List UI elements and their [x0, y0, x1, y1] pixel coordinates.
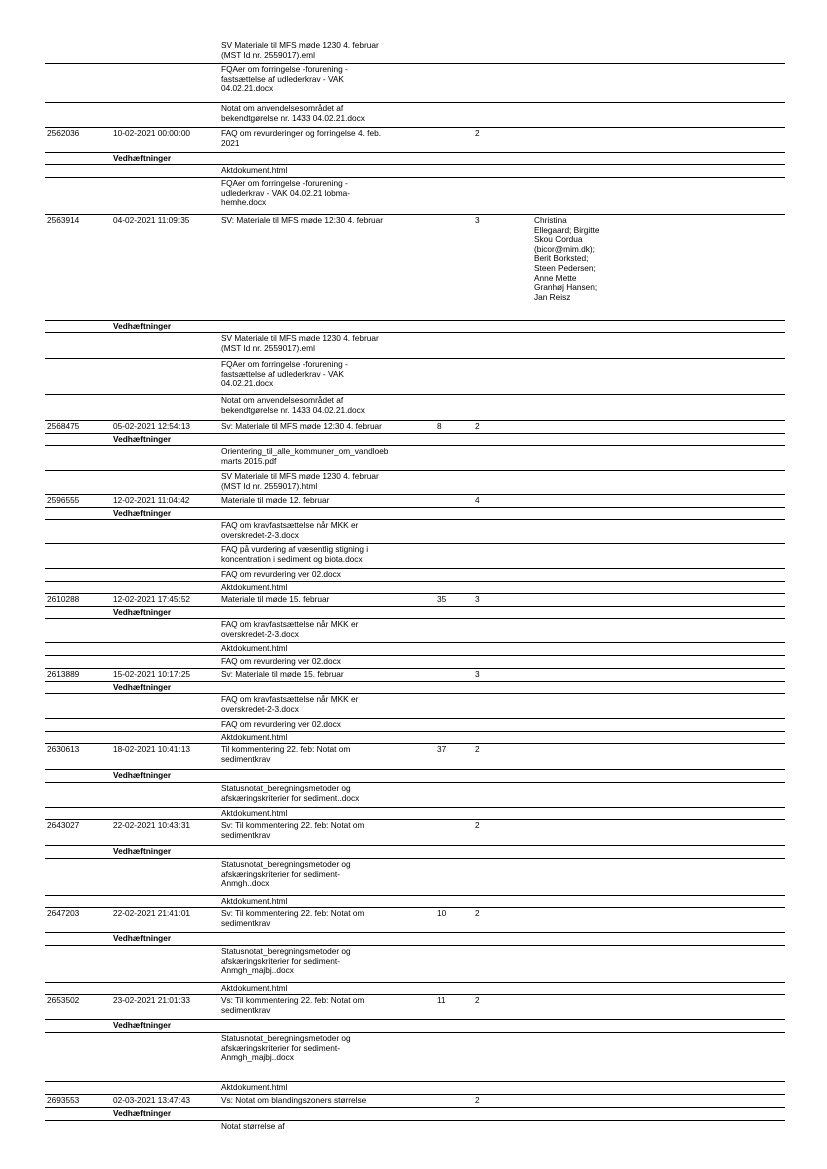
- attachment-row: [45, 40, 785, 64]
- attachment-name: SV Materiale til MFS møde 1230 4. februar (MST Id nr. 2559017).html: [221, 471, 379, 491]
- attachments-header-row: [45, 434, 785, 446]
- doc-title: Vs: Til kommentering 22. feb: Notat om sedimentkrav: [221, 995, 365, 1015]
- doc-count: 2: [475, 128, 480, 138]
- attachment-name: SV Materiale til MFS møde 1230 4. februar (MST Id nr. 2559017).eml: [221, 40, 379, 60]
- doc-title: Materiale til møde 15. februar: [221, 594, 330, 604]
- attachment-name: FQAer om forringelse -forurening - udlederkrav - VAK 04.02.21 lobma- hemhe.docx: [221, 178, 350, 208]
- doc-date: 15-02-2021 10:17:25: [113, 669, 191, 679]
- attachments-header: Vedhæftninger: [113, 321, 172, 331]
- document-row: [45, 215, 785, 321]
- doc-date: 22-02-2021 21:41:01: [113, 908, 191, 918]
- attachment-row: [45, 896, 785, 908]
- attachments-header: Vedhæftninger: [113, 508, 172, 518]
- attachment-row: [45, 569, 785, 582]
- attachment-name: FAQ om kravfastsættelse når MKK er overskredet-2-3.docx: [221, 520, 359, 540]
- doc-date: 12-02-2021 17:45:52: [113, 594, 191, 604]
- doc-title: Sv: Materiale til MFS møde 12:30 4. februar: [221, 421, 382, 431]
- attachments-header: Vedhæftninger: [113, 1108, 172, 1118]
- doc-count: 2: [475, 1095, 480, 1105]
- attachments-header-row: [45, 846, 785, 859]
- doc-id: 2630613: [47, 744, 80, 754]
- attachment-row: [45, 395, 785, 421]
- doc-id: 2563914: [47, 215, 80, 225]
- attachment-row: [45, 643, 785, 656]
- attachment-name: Aktdokument.html: [221, 643, 288, 653]
- doc-pages: 10: [437, 908, 447, 918]
- attachment-name: FQAer om forringelse -forurening - fastsættelse af udlederkrav - VAK 04.02.21.docx: [221, 359, 348, 389]
- attachments-header-row: [45, 508, 785, 520]
- doc-id: 2653502: [47, 995, 80, 1005]
- attachment-name: Notat om anvendelsesområdet af bekendtgørelse nr. 1433 04.02.21.docx: [221, 395, 365, 415]
- attachments-header: Vedhæftninger: [113, 1020, 172, 1030]
- attachments-header: Vedhæftninger: [113, 434, 172, 444]
- attachment-row: [45, 165, 785, 178]
- doc-count: 2: [475, 820, 480, 830]
- doc-title: Sv: Til kommentering 22. feb: Notat om sedimentkrav: [221, 820, 365, 840]
- doc-date: 04-02-2021 11:09:35: [113, 215, 190, 225]
- attachments-header: Vedhæftninger: [113, 607, 172, 617]
- attachment-row: [45, 859, 785, 896]
- attachments-header-row: [45, 1020, 785, 1033]
- doc-title: Sv: Materiale til møde 15. februar: [221, 669, 344, 679]
- attachment-name: FAQ om revurdering ver 02.docx: [221, 719, 341, 729]
- doc-count: 2: [475, 995, 480, 1005]
- doc-date: 18-02-2021 10:41:13: [113, 744, 191, 754]
- attachment-name: Aktdokument.html: [221, 983, 288, 993]
- doc-pages: 8: [437, 421, 442, 431]
- document-row: [45, 669, 785, 682]
- doc-date: 02-03-2021 13:47:43: [113, 1095, 191, 1105]
- doc-title: SV: Materiale til MFS møde 12:30 4. februar: [221, 215, 384, 225]
- attachment-name: Statusnotat_beregningsmetoder og afskæringskriterier for sediment- Anmgh_majbj..docx: [221, 1033, 351, 1063]
- doc-pages: 11: [437, 995, 446, 1005]
- doc-recipients: Christina Ellegaard; Birgitte Skou Cordua (bicor@mim.dk); Berit Borksted; Steen Pedersen; Anne Mette Granhøj Hansen; Jan Reisz: [534, 215, 600, 302]
- attachment-row: [45, 732, 785, 744]
- attachment-row: [45, 471, 785, 495]
- attachment-row: [45, 544, 785, 569]
- attachment-row: [45, 333, 785, 359]
- attachment-row: [45, 656, 785, 669]
- doc-pages: 37: [437, 744, 447, 754]
- attachment-row: [45, 1082, 785, 1095]
- doc-title: FAQ om revurderinger og forringelse 4. feb. 2021: [221, 128, 382, 148]
- attachments-header: Vedhæftninger: [113, 682, 172, 692]
- doc-id: 2610288: [47, 594, 80, 604]
- attachment-name: Aktdokument.html: [221, 1082, 288, 1092]
- attachments-header-row: [45, 770, 785, 783]
- attachment-row: [45, 619, 785, 643]
- doc-title: Vs: Notat om blandingszoners størrelse: [221, 1095, 367, 1105]
- doc-count: 3: [475, 215, 480, 225]
- attachments-header-row: [45, 1108, 785, 1121]
- attachment-name: Statusnotat_beregningsmetoder og afskæringskriterier for sediment- Anmgh..docx: [221, 859, 351, 889]
- attachment-row: [45, 520, 785, 544]
- attachment-name: FAQ om kravfastsættelse når MKK er overskredet-2-3.docx: [221, 694, 359, 714]
- attachment-row: [45, 808, 785, 820]
- attachment-name: Aktdokument.html: [221, 808, 288, 818]
- attachment-name: FAQ om revurdering ver 02.docx: [221, 569, 341, 579]
- document-row: [45, 421, 785, 434]
- doc-count: 4: [475, 495, 480, 505]
- attachment-name: FAQ om kravfastsættelse når MKK er overskredet-2-3.docx: [221, 619, 359, 639]
- doc-pages: 35: [437, 594, 447, 604]
- attachments-header-row: [45, 153, 785, 165]
- attachment-name: Notat størrelse af: [221, 1121, 285, 1131]
- document-row: [45, 594, 785, 607]
- attachment-name: FAQ om revurdering ver 02.docx: [221, 656, 341, 666]
- attachments-header-row: [45, 607, 785, 619]
- attachment-row: [45, 446, 785, 471]
- doc-title: Sv: Til kommentering 22. feb: Notat om sedimentkrav: [221, 908, 365, 928]
- attachment-name: Aktdokument.html: [221, 165, 288, 175]
- doc-date: 05-02-2021 12:54:13: [113, 421, 191, 431]
- attachments-header-row: [45, 321, 785, 333]
- doc-date: 22-02-2021 10:43:31: [113, 820, 191, 830]
- document-table: [45, 40, 785, 1134]
- attachment-row: [45, 719, 785, 732]
- attachment-row: [45, 983, 785, 995]
- attachment-name: SV Materiale til MFS møde 1230 4. februar (MST Id nr. 2559017).eml: [221, 333, 379, 353]
- doc-date: 23-02-2021 21:01:33: [113, 995, 191, 1005]
- attachment-row: [45, 946, 785, 983]
- doc-id: 2562036: [47, 128, 80, 138]
- attachment-name: Aktdokument.html: [221, 582, 288, 592]
- doc-count: 3: [475, 669, 480, 679]
- document-row: [45, 908, 785, 933]
- doc-count: 2: [475, 908, 480, 918]
- attachment-row: [45, 694, 785, 719]
- attachment-row: [45, 783, 785, 808]
- attachments-header: Vedhæftninger: [113, 770, 172, 780]
- attachment-row: [45, 1121, 785, 1134]
- document-row: [45, 128, 785, 153]
- attachment-name: Notat om anvendelsesområdet af bekendtgørelse nr. 1433 04.02.21.docx: [221, 103, 365, 123]
- doc-id: 2596555: [47, 495, 80, 505]
- document-row: [45, 820, 785, 846]
- doc-title: Til kommentering 22. feb: Notat om sedimentkrav: [221, 744, 351, 764]
- document-row: [45, 744, 785, 770]
- document-row: [45, 995, 785, 1020]
- doc-id: 2647203: [47, 908, 80, 918]
- attachment-name: Statusnotat_beregningsmetoder og afskæringskriterier for sediment..docx: [221, 783, 360, 803]
- doc-title: Materiale til møde 12. februar: [221, 495, 330, 505]
- doc-id: 2693553: [47, 1095, 80, 1105]
- attachment-name: Aktdokument.html: [221, 732, 288, 742]
- doc-count: 2: [475, 744, 480, 754]
- attachment-row: [45, 103, 785, 128]
- attachment-name: Aktdokument.html: [221, 896, 288, 906]
- attachments-header-row: [45, 933, 785, 946]
- attachment-name: Orientering_til_alle_kommuner_om_vandloeb marts 2015.pdf: [221, 446, 389, 466]
- attachment-row: [45, 359, 785, 395]
- attachment-row: [45, 582, 785, 594]
- attachment-name: Statusnotat_beregningsmetoder og afskæringskriterier for sediment- Anmgh_majbj..docx: [221, 946, 351, 976]
- document-row: [45, 495, 785, 508]
- attachment-row: [45, 64, 785, 103]
- attachments-header: Vedhæftninger: [113, 846, 172, 856]
- doc-id: 2643027: [47, 820, 80, 830]
- attachment-row: [45, 1033, 785, 1082]
- doc-date: 10-02-2021 00:00:00: [113, 128, 191, 138]
- attachment-name: FAQ på vurdering af væsentlig stigning i koncentration i sediment og biota.docx: [221, 544, 369, 564]
- attachment-row: [45, 178, 785, 215]
- doc-date: 12-02-2021 11:04:42: [113, 495, 190, 505]
- doc-id: 2613889: [47, 669, 80, 679]
- attachments-header: Vedhæftninger: [113, 153, 172, 163]
- document-row: [45, 1095, 785, 1108]
- doc-count: 3: [475, 594, 480, 604]
- doc-count: 2: [475, 421, 480, 431]
- doc-id: 2568475: [47, 421, 80, 431]
- attachments-header-row: [45, 682, 785, 694]
- attachments-header: Vedhæftninger: [113, 933, 172, 943]
- attachment-name: FQAer om forringelse -forurening - fastsættelse af udlederkrav - VAK 04.02.21.docx: [221, 64, 348, 94]
